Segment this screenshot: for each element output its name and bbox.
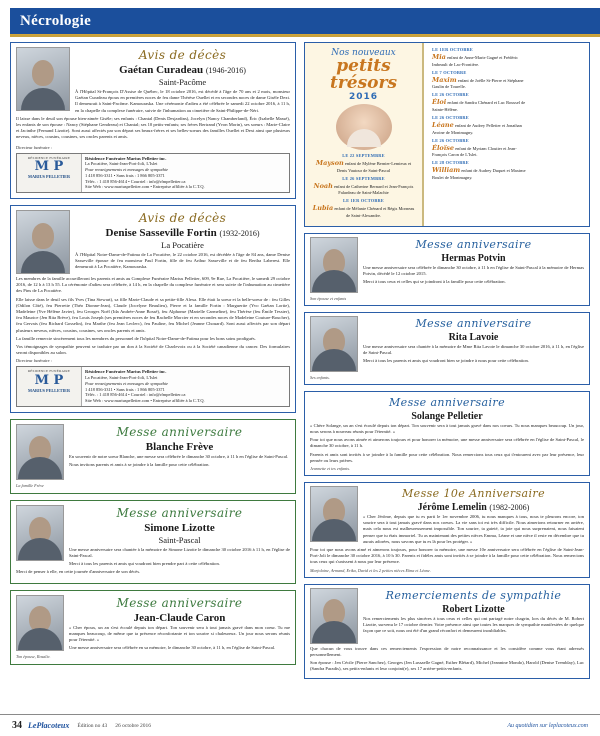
notice-signature: Ton épouse, Rosalie. [16,654,51,660]
baby-date: LE 26 OCTOBRE [432,92,469,98]
notice-paragraph: Parents et amis sont invités à se joindre à la famille pour cette célébration. Nous remercions tous ceux qui t'entourent avec par leur présence, leur pensée ou leurs prières. [310,451,584,463]
portrait-photo [16,47,70,111]
funeral-home-logo-top: RÉSIDENCE FUNÉRAIRE [27,155,71,160]
baby-date: LE 26 OCTOBRE [432,114,469,120]
portrait-shoulders [18,457,62,479]
baby-entry [432,115,527,136]
portrait-shoulders [312,519,356,541]
funeral-home-site[interactable]: Site Web : www.mariuspelletier.com • Entreprise affiliée à la C.T.Q. [85,184,205,190]
baby-date: LE 28 OCTOBRE [432,160,469,166]
notice-paragraph: Une messe anniversaire sera chantée à la mémoire de Mme Rita Lavoie le dimanche 30 octobre 2016, à 11 h, en l'église de Saint-Pascal. [363,343,584,356]
baby-entry [312,153,415,174]
notice-paragraph: Que chacun de vous trouve dans ces remerciements l'expression de notre reconnaissance et les considère comme vous étant adressés personnellement. [310,645,584,657]
baby-name: Léane [432,120,454,129]
funeral-home-fax: Téléc. : 1 418 856-4614 • Courriel : info@rfmpelletier.ca [85,392,186,398]
new-babies-list-left [308,151,419,223]
baby-desc: enfant de Audrey Duquet et Maxime Boulet de Montmagny. [432,168,526,180]
baby-entry [432,138,527,159]
new-babies-entries [428,45,531,185]
baby-name: Maxim [432,75,457,84]
notice-paragraph: « Cher époux, un an s'est écoulé depuis ton départ. Ton souvenir sera à tout jamais gravé dans mon coeur. Tu me manques beaucoup, de même que ta présence réconfortante et ton sourire si chaleureux. Un jour nous serons réunis pour l'éternité. » [69,624,290,642]
portrait-photo [16,210,70,274]
edition-number: Édition no 43 [77,722,108,729]
portrait-shoulders [312,349,356,371]
notice-paragraph: Pour toi que nous avons aimé et aimerons toujours, pour honorer ta mémoire, une messe 10e anniversaire sera célébrée en l'église de Saint-Jean-Port-Joli le dimanche 30 octobre 2016, à 10 h 30. Parents et fidèles amis sont invités à se joindre à la famille pour cette célébration. Nous remercions tous ceux qui s'unissent à nous par leur présence. [310,546,584,565]
portrait-head [32,223,54,249]
new-babies-list-right [423,43,535,226]
baby-name: Éloi [432,98,447,107]
notice-paragraph: À l'Hôpital St-François D'Assise de Québec, le 18 octobre 2016, est décédé à l'âge de 70 ans et 2 mois, monsieur Gaétan Curadeau époux en premières noces de feu dame Thérèse Ouellet et en secondes noces de dame Gisèle Dext. Il demeurait à Saint-Pacôme. Kamouraska. Une cérémonie d'adieu a été célébrée le samedi 22 octobre 2016, à 11 h, en la chapelle du complexe funéraire, suivie de l'inhumation au cimetière de Saint-Philippe-de-Néri. [75,89,290,113]
notice-paragraph: Merci de penser à elle, en cette journée d'anniversaire de son décès. [16,569,141,575]
notice-paragraph: Les membres de la famille accueilleront les parents et amis au Complexe Funéraire Marius Pelletier, 609, 9e Rue, La Pocatière, le samedi 29 octobre 2016, de 12 h à 13 h 55. La cérémonie d'adieu sera célébrée, à 14 h, en la chapelle du complexe funéraire et sera suivie de l'inhumation au cimetière des Pins de La Pocatière. [16,276,290,294]
baby-entry [432,92,527,113]
funeral-home-card [16,153,290,194]
portrait-photo [310,237,358,293]
funeral-home-fax: Téléc. : 1 418 856-4614 • Courriel : info@rfmpelletier.ca [85,178,186,184]
deceased-name: Blanche Frève [145,440,214,453]
portrait-shoulders [21,88,65,110]
deceased-locality: La Pocatière [161,240,204,251]
notice-paragraph: Elle laisse dans le deuil ses fils Yves (Tina Stewart), sa fille Marie-Claude et sa petite-fille Alexa. Elle était la soeur et la belle-soeur de : feu Gilles (Odilon Côté), feu Pierrette (Théo Dionne-Jean), Claude (Jocelyne Beaulieu), Pierre et la famille Fortin : Marguerite (Yvo Gaétan Lortie), Madeleine (Yve Hélène Javier), feu Georges Noël (Ida Andrée-Anne Bossé), feu Alphonse (Marielle Carmeline), feu Thérèse (feu Émile Tessier), feu Maurice (Jen Rita Brève), feu Louis Joseph (ses premières noces de feu Rachelle Morcier et en secondes noces de Madeleine Couture-Boucher), feu Gervais (feu Richard Gosselin), feu Marthe (feu Jean Leclerc), feu Pauline, feu Michel (Jeanne Chouard). Sont aussi affectés par son départ plusieurs neveux, nièces, cousins, cousines, ses oncles parents et amis. [16,296,290,333]
baby-entry [312,176,415,197]
notice-caption: Ses enfants. [310,374,330,380]
deceased-name: Simone Lizotte [144,521,215,534]
notice-paragraph: Son épouse : Jen Cécile (Pierre Sanchez), Georges (Jen Lussaelle Gagné, Esther Blétard), Michel (Jeannine Mondo), Harold (Denise Tremblay), Luc (Sandra Paradis), ses petits-enfants et leur conjoint(e), ses 17 arrière-petits-enfants. [310,659,584,672]
footer-tagline[interactable]: Au quotidien sur leplacoteux.com [507,722,588,729]
funeral-home-logo-top: RÉSIDENCE FUNÉRAIRE [27,369,71,374]
deceased-dates: (1932-2016) [219,229,260,239]
baby-date: LE 22 SEPTEMBRE [342,153,385,158]
obituary-notice [10,205,296,413]
funeral-home-address: La Pocatière, Saint-Jean-Port-Joli, L'Islet [85,375,158,381]
funeral-home-title: Résidence Funéraire Marius Pelletier inc. [85,369,167,375]
portrait-shoulders [312,621,356,643]
notice-caption: Jeannette et tes enfants. [310,466,351,472]
baby-name: Éloïse [432,143,455,152]
notice-paragraph: « Cher Jérôme, depuis que tu es parti le 1er novembre 2006, tu nous manques à tous, nous te pleurons encore, ton sourire sera à tout jamais gravé dans nos coeurs. La vie sans toi est très difficile. Nous aimerions retourner en arrière, mais cela nous est malheureusement impossible. Ton sourire, ta gaieté, ta joie qui nous surprenaient, nous faisaient penser que tu étais immortel. Tu as maintenant des petites nièces Emma, Léane et une nièce il reste en décembre que tu aurais adorées, nous savons que tu es là pour les protéger. » [363,514,584,544]
notice-script-label: Avis de décès [138,211,227,226]
deceased-name-text: Gaétan Curadeau [119,64,204,76]
portrait-shoulders [312,270,356,292]
notice-script-label: Messe anniversaire [116,424,243,439]
baby-name: William [432,166,461,175]
notice-paragraph: La famille remercie sincèrement tous les membres du personnel de l'hôpital Notre-Dame-de-Fatima pour les bons soins prodigués. [16,335,256,341]
funeral-home-note: Pour renseignements et messages de sympathie [85,381,169,386]
portrait-photo [16,424,64,480]
deceased-name-text: Jérôme Lemelin [417,502,487,514]
notice-script-label: Remerciements de sympathie [385,588,562,602]
portrait-photo [310,486,358,542]
deceased-dates: (1982-2006) [489,503,530,513]
baby-name: Mayson [315,158,344,167]
notice-signature: La famille Frève [16,482,44,488]
notice-script-label: Messe anniversaire [415,316,532,330]
notice-paragraph: Merci à tous les parents et amis qui voudront bien prendre part à cette célébration. [69,561,220,567]
baby-entry [432,47,527,68]
memorial-notice [10,419,296,494]
deceased-name: Jean-Claude Caron [133,611,226,624]
baby-date: LE 1ER OCTOBRE [342,198,385,204]
baby-date: LE 7 OCTOBRE [432,69,467,75]
funeral-home-card [16,366,290,407]
memorial-notice [304,233,590,306]
header-gold-rule [10,35,600,37]
obituary-notice [10,42,296,199]
notice-paragraph: Pour toi que nous avons aimée et aimerons toujours et pour honorer ta mémoire, une messe anniversaire sera célébrée en l'église de Saint-Pascal, le dimanche 30 octobre, à 11 h. [310,437,584,449]
deceased-dates: (1946-2016) [205,66,246,75]
portrait-photo [310,316,358,372]
deceased-locality: Saint-Pascal [158,534,201,545]
portrait-shoulders [18,628,62,650]
page-title: Nécrologie [20,12,92,29]
notice-script-label: Messe 10e Anniversaire [402,487,545,501]
baby-desc: enfant de Mylène Bernier-Lemieux et Denis Vautour de Saint-Pascal [336,160,412,173]
notice-paragraph: En souvenir de notre soeur Blanche, une messe sera célébrée le dimanche 30 octobre, à 11 h en l'église de Saint-Pascal. [69,453,289,459]
deceased-name: Solange Pelletier [411,410,483,422]
deceased-name: Hermas Potvin [441,252,506,264]
page-footer [0,714,600,736]
funeral-home-initials: M P [34,158,64,174]
baby-name: Lubia [312,204,334,213]
left-column [10,42,296,685]
new-babies-title-line2: petits trésors [329,56,398,93]
notice-caption: Son épouse et enfants [310,295,347,301]
director-label: Directeur funéraire : [16,144,52,150]
memorial-notice [304,391,590,476]
notice-paragraph: Une messe anniversaire sera célébrée en sa mémoire, le dimanche 30 octobre, à 11 h, en l'église de Saint-Pascal. [69,645,276,651]
funeral-home-initials: M P [34,372,64,388]
baby-entry [312,198,415,219]
funeral-home-phones: 1 418 856-3311 • Sans frais : 1 866 805-3371 [85,172,165,178]
funeral-home-phones: 1 418 856-3311 • Sans frais : 1 866 805-3371 [85,386,165,392]
new-babies-block [304,42,590,227]
baby-desc: enfant de Sandra Chénard et Luc Roussel de Sainte-Hélène. [432,100,526,112]
notice-paragraph: Merci à tous les parents et amis qui voudront bien se joindre à nous pour cette célébration. [363,358,529,364]
baby-date: LE 26 SEPTEMBRE [342,175,385,181]
funeral-home-title: Résidence Funéraire Marius Pelletier inc. [85,155,167,161]
page-columns [10,42,590,685]
memorial-notice [304,312,590,385]
notice-paragraph: « Chère Solange, un an s'est écoulé depuis ton départ. Ton souvenir sera à tout jamais gravé dans nos coeurs. Tu nous manques beaucoup. Un jour, nous serons à nouveau réunis pour l'éternité. » [310,422,584,435]
deceased-locality: Saint-Pacôme [158,77,207,87]
funeral-home-details [82,367,289,406]
funeral-home-logo-name: MARIUS PELLETIER [28,173,70,179]
notice-paragraph: Vos témoignages de sympathie peuvent se traduire par un don à la Société de Charlevoix ou à la Société canadienne du cancer. Des formulaires seront disponibles au salon. [16,343,290,356]
baby-desc: enfant de Myriam Cloutier et Jean-François Caron de L'Islet. [432,145,517,158]
page-number: 34 [12,720,22,731]
right-column [304,42,590,685]
baby-name: Noah [313,181,333,190]
funeral-home-note: Pour renseignements et messages de sympathie [85,167,169,173]
notice-paragraph: À l'Hôpital Notre-Dame-de-Fatima de La Pocatière, le 22 octobre 2016, est décédée à l'âge de 84 ans, dame Denise Sasseville épouse de feu monsieur Paul Fortin, fille de feu Arthur Sasseville et de feu Bertha Laberest. Elle demeurait à La Pocatière, Kamouraska. [75,252,290,270]
thanks-notice [304,584,590,680]
funeral-home-site[interactable]: Site Web : www.mariuspelletier.com • Entreprise affiliée à la C.T.Q. [85,398,205,404]
deceased-name-text: Denise Sasseville Fortin [105,227,217,240]
funeral-home-details [82,154,289,193]
new-babies-banner [305,43,423,226]
publication-name: LePlacoteux [28,721,70,730]
memorial-notice [10,500,296,584]
notice-script-label: Avis de décès [138,48,227,62]
portrait-photo [16,505,64,561]
funeral-home-logo [17,367,82,406]
notice-script-label: Messe anniversaire [116,595,243,610]
notice-script-label: Messe anniversaire [415,237,532,251]
funeral-home-address: La Pocatière, Saint-Jean-Port-Joli, L'Islet [85,161,158,167]
baby-desc: enfant de Mélanie Chénard et Régis Morneau de Saint-Alexandre. [334,206,415,218]
baby-date: LE 26 OCTOBRE [432,137,469,143]
baby-date: LE 1ER OCTOBRE [432,47,474,52]
portrait-head [32,60,54,86]
baby-desc: enfant de Catherine Bernard et Jean-François Falardeau de Saint-Malachie [333,183,414,196]
notice-caption: Marjolaine, Armand, Erika, David et les 2 petites nièces Elma et Léane. [310,567,431,573]
deceased-name: Robert Lizotte [442,603,505,615]
notice-paragraph: Il laisse dans le deuil son épouse bien-aimée Gisèle; ses enfants : Chantal (Denis Desjardins), Jocelyn (Nancy Chamberland), Éric (Isabelle Massé), les enfants de son épouse : Nancy (Stéphane Gendreau) et Chantal; ses 10 petits-enfants; ses frères Bertrand (Yvon Morin), ses soeurs : Marie-Claire et Jacinthe (Fernand Lizotte). Sont aussi affectés par son départ ses beaux-frères et ses belles-soeurs des familles Ouellet et Dext ainsi que plusieurs neveux, nièces, cousins, cousines, ses oncles parents et amis. [16,115,290,140]
deceased-name: Rita Lavoie [448,331,499,343]
portrait-shoulders [18,538,62,560]
portrait-photo [310,588,358,644]
edition-date: 26 octobre 2016 [115,722,152,729]
memorial-notice [10,590,296,666]
director-label: Directeur funéraire : [16,358,52,364]
section-header [10,8,600,36]
notice-script-label: Messe anniversaire [389,395,505,409]
notice-script-label: Messe anniversaire [116,505,243,520]
new-babies-title-line1: Nos nouveaux [331,48,396,58]
baby-entry [432,160,527,181]
memorial-notice [304,482,590,578]
notice-paragraph: Nous invitons parents et amis à se joindre à la famille pour cette célébration. [69,462,210,468]
baby-desc: enfant de Audrey Pelletier et Jonathan Avoine de Montmagny. [432,122,522,135]
notice-paragraph: Merci à tous ceux et celles qui se joindront à la famille pour cette célébration. [363,279,506,285]
notice-body [310,423,584,464]
baby-photo [336,104,392,150]
portrait-photo [16,595,64,651]
notice-paragraph: Une messe anniversaire sera chantée à la mémoire de Simone Lizotte le dimanche 30 octobre 2016 à 11 h, en l'église de Saint-Pascal. [69,546,290,559]
portrait-shoulders [21,251,65,273]
notice-paragraph: Nos remerciements les plus sincères à tous ceux et celles qui ont partagé notre chagrin, lors du décès de M. Robert Lizotte, survenu le 17 octobre dernier. Votre présence ainsi que toutes les marques de sympathie manifestées de quelque façon que ce soit, nous ont été d'un grand réconfort et demeurent inoubliables. [363,615,584,633]
new-babies-year: 2016 [348,92,379,102]
baby-entry [432,70,527,91]
baby-name: Mia [432,52,446,61]
baby-desc: enfant de Anne-Marie Gagné et Frédéric Imbeault de Lac-Frontière. [432,54,519,67]
funeral-home-logo-name: MARIUS PELLETIER [28,387,70,393]
funeral-home-logo [17,154,82,193]
baby-desc: enfant de Joëlle St-Pierre et Stéphane Gaulin de Tourelle. [432,77,524,90]
notice-paragraph: Une messe anniversaire sera célébrée le dimanche 30 octobre, à 11 h en l'église de Saint-Pascal à la mémoire de Hermas Potvin, décédé le 12 octobre 2015. [363,264,584,277]
